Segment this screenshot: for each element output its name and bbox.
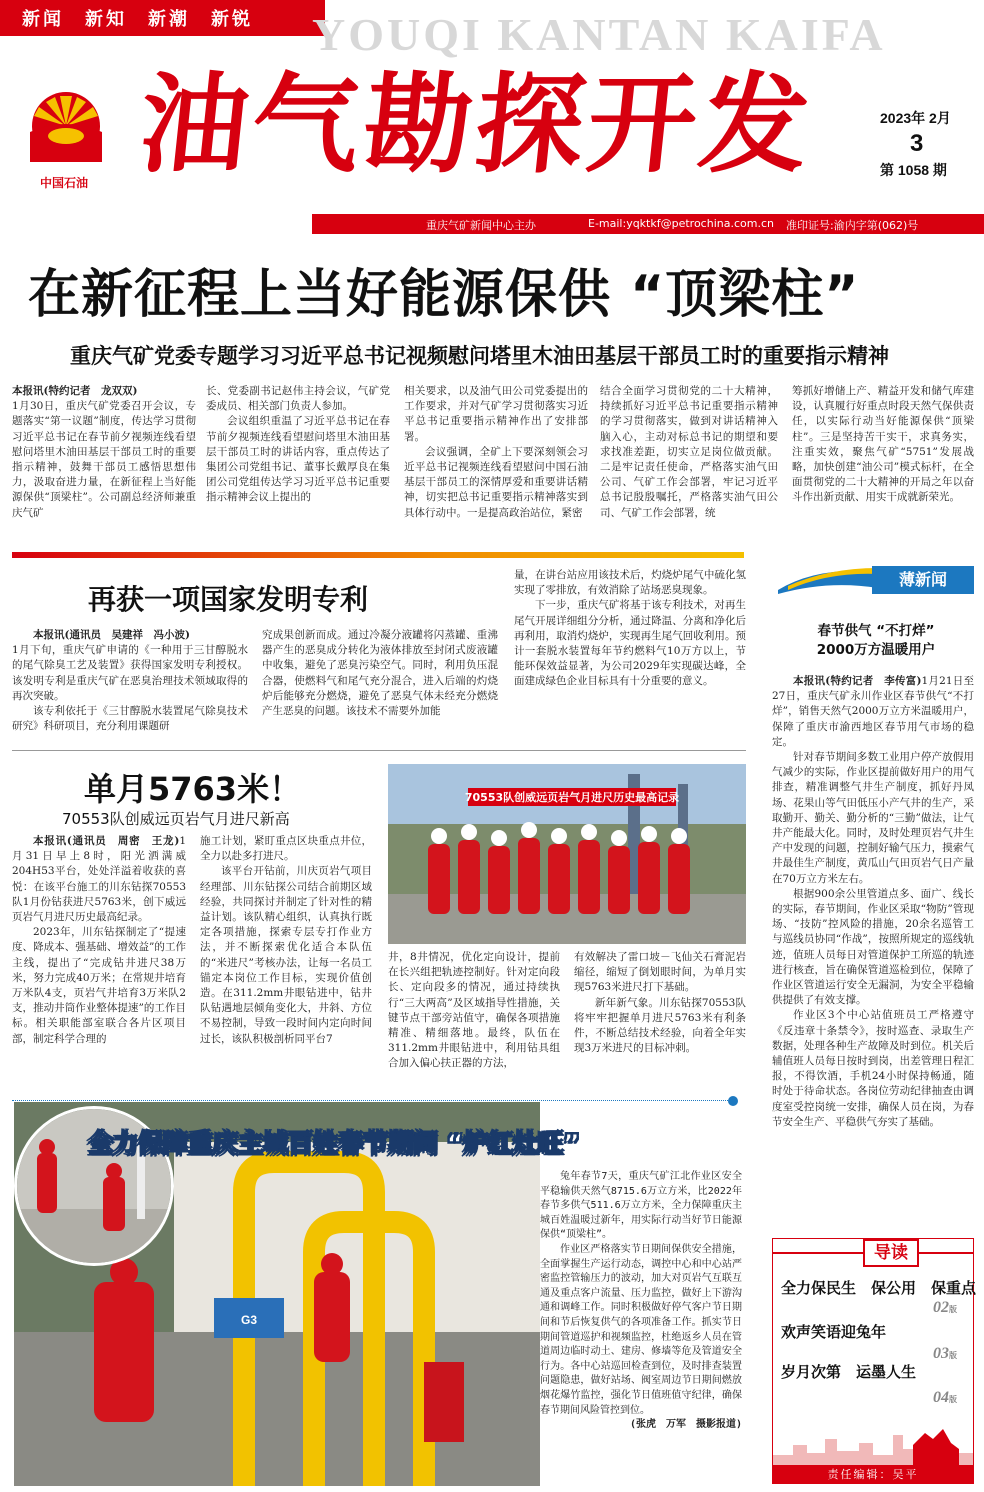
guide-item-3[interactable]: 岁月次第 运墨人生	[781, 1363, 917, 1381]
divider-dot-icon	[728, 1096, 738, 1106]
festival-text-1: 兔年春节7天，重庆气矿江北作业区安全平稳输供天然气8715.6万立方米，比2022年春节多供气511.6万立方米，全力保障重庆主城百姓温暖过新年，用实际行动当好节日能源保供“顶梁柱”。	[540, 1171, 742, 1241]
lead-text-5: 筹抓好增储上产、精益开发和储气库建设，认真履行好重点时段天然气保供责任，以实际行动当好能源保供“顶梁柱”。三是坚持苦干实干，求真务实，注重实效，聚焦气矿“5751”发展战略，加快创建“油公司”模式标杆，在全面贯彻党的二十大精神的开局之年以奋斗作出新贡献、用实干成就新荣光。	[792, 385, 974, 504]
lead-text-3: 相关要求，以及油气田公司党委提出的工作要求，并对气矿学习贯彻落实习近平总书记重要指示精神作出了安排部署。	[404, 385, 588, 443]
issue-info	[880, 108, 951, 180]
brief-text-1: 1月21日至27日，重庆气矿永川作业区春节供气“不打烊”，销售天然气2000万立方米温暖用户，保障了重庆市渝西地区春节用气市场的稳定。	[772, 675, 974, 748]
swoosh-icon	[778, 566, 878, 594]
festival-body	[540, 1170, 742, 1488]
brief-body	[772, 674, 974, 1230]
guide-label: 导读	[863, 1239, 919, 1267]
lead-text-2: 长、党委副书记赵伟主持会议，气矿党委成员、相关部门负责人参加。	[206, 385, 390, 413]
photo-credit: (张虎 万军 摄影报道)	[629, 1419, 742, 1431]
drilling-column-3	[388, 950, 560, 1090]
brief-byline: 本报讯(特约记者 李传富)	[793, 675, 922, 687]
drilling-text-2b: 该平台开钻前，川庆页岩气项目经理部、川东钻探公司结合前期区域经验，共同探讨并制定了针对性的精益计划。该队精心组织，认真执行既定各项措施，探索专层专打作业方法，并不断探索优化适合本队伍的“米进尺”考核办法，让每一名员工锚定本岗位工作目标，实现价值创造。在311.2mm井眼钻进中，钻井队钻遇地层倾角变化大，井斜、方位不易控制，导致一段时间内定向时间过长，该队积极剖析同平台7	[200, 865, 372, 1045]
lead-text-1: 1月30日，重庆气矿党委召开会议，专题落实“第一议题”制度，传达学习贯彻习近平总书记在春节前夕视频连线看望慰问塔里木油田基层干部员工时的重要指示精神，鼓舞干部员工感悟思想伟力，汲取奋进力量，在新征程上当好能源保供“顶梁柱”。公司副总经济师兼重庆气矿	[12, 400, 196, 519]
drilling-text-1b: 2023年，川东钻探制定了“提速度、降成本、强基础、增效益”的工作主线，提出了“完成钻井进尺38万米，努力完成40万米；在常规井培育万米队4支，页岩气井培育3万米队2支，推动井筒作业整体提速”的工作目标。相关职能部室联合各片区项目部，制定科学合理的	[12, 926, 186, 1045]
permit: 准印证号:渝内字第(062)号	[786, 219, 919, 232]
guide-item-2[interactable]: 欢声笑语迎兔年	[781, 1323, 887, 1341]
issue-date: 2023年 2月	[880, 110, 951, 126]
patent-column-2	[262, 628, 498, 740]
lead-column-3	[404, 384, 588, 540]
lead-headline: 在新征程上当好能源保供 “顶梁柱”	[28, 265, 860, 325]
masthead-pinyin: YOUQI KANTAN KAIFA	[312, 9, 886, 60]
brief-text-3: 根据900余公里管道点多、面广、线长的实际，春节期间，作业区采取“物防”管现场、“技防”控风险的措施，20余名巡管工与巡线员协同“作战”，按照所规定的巡线轨迹，值班人员每日对管道保护工所巡的轨迹进行核查，旨在确保管道巡检到位，保障了作业区管道运行安全无漏洞，为安全平稳输供提供了有效支撑。	[772, 887, 974, 1007]
email: E-mail:yqktkf@petrochina.com.cn	[588, 217, 774, 230]
skyline-decoration-icon	[773, 1425, 973, 1465]
section-divider	[12, 552, 744, 558]
brief-text-4: 作业区3个中心站值班员工严格遵守《反违章十条禁令》，按时巡查、录取生产数据，处理各种生产故障及时到位。机关后辅值班人员每日按时到岗，出差管理日程汇报，不得饮酒，手机24小时保持畅通，随时处于待命状态。各岗位劳动纪律抽查由调度室受控岗统一安排，确保人员在岗，为春节安全生产、平稳供气夯实了基础。	[772, 1009, 974, 1128]
drilling-text-4b: 新年新气象。川东钻探70553队将牢牢把握单月进尺5763米有利条件，不断总结技术经验，向着全年实现3万米进尺的目标冲刺。	[574, 996, 746, 1055]
drilling-column-1	[12, 834, 186, 1090]
lead-subheadline: 重庆气矿党委专题学习习近平总书记视频慰问塔里木油田基层干部员工时的重要指示精神	[70, 344, 889, 368]
sponsor: 重庆气矿新闻中心主办	[426, 219, 536, 232]
slogan: 新闻 新知 新潮 新锐	[22, 9, 253, 30]
dotted-divider	[12, 1100, 730, 1101]
brief-headline: 春节供气 “不打烊” 2000万方温暖用户	[816, 623, 936, 658]
slogan-bar	[0, 0, 325, 36]
patent-byline: 本报讯(通讯员 吴建祥 冯小波)	[33, 629, 190, 641]
drilling-byline: 本报讯(通讯员 周密 王龙)	[33, 835, 180, 847]
guide-page-3: 04版	[933, 1389, 957, 1406]
patent-text-3b: 下一步，重庆气矿将基于该专利技术，对再生尾气开展详细组分分析，通过降温、分离和净化后再利用，取消灼烧炉，实现再生尾气回收利用。预计一套脱水装置每年节约燃料气10万方以上，节能环保效益显著，为公司2029年实现碳达峰，全面建成绿色企业目标具有十分重要的意义。	[514, 599, 746, 688]
drilling-column-2	[200, 834, 372, 1090]
drilling-subheadline: 70553队创威远页岩气月进尺新高	[62, 810, 290, 828]
petrochina-logo-icon	[24, 86, 108, 162]
lead-byline: 本报讯(特约记者 龙双双)	[12, 385, 138, 397]
pipe-label: G3	[240, 1313, 258, 1327]
patent-column-3	[514, 568, 746, 740]
photo-banner-text: 70553队创威远页岩气月进尺历史最高记录	[464, 791, 680, 804]
lead-column-5	[792, 384, 974, 540]
info-bar	[312, 214, 984, 234]
drilling-text-4: 有效解决了雷口坡－飞仙关石膏泥岩缩径，缩短了倒划眼时间，为单月实现5763米进尺打下基础。	[574, 951, 746, 994]
lead-text-3b: 会议强调，全矿上下要深刻领会习近平总书记视频连线看望慰问中国石油基层干部员工的深情厚爱和重要讲话精神，切实把总书记重要指示精神落实到具体行动中。一是提高政治站位，紧密	[404, 445, 588, 519]
divider-line	[12, 750, 746, 751]
guide-item-1[interactable]: 全力保民生 保公用 保重点	[781, 1279, 977, 1297]
drilling-text-1: 1月31日早上8时，阳光洒满威204H53平台，处处洋溢着收获的喜悦：在该平台施工的川东钻探70553队1月份钻获进尺5763米，创下威远页岩气月进尺历史最高纪录。	[12, 835, 186, 924]
festival-headline: 全力保障重庆主城百姓春节期间 “炉红灶旺”	[88, 1129, 580, 1158]
guide-box	[772, 1238, 977, 1466]
patent-column-1	[12, 628, 248, 740]
drilling-text-2: 施工计划，紧盯重点区块重点井位，全力以赴多打进尺。	[200, 835, 372, 863]
lead-text-2b: 会议组织重温了习近平总书记在春节前夕视频连线看望慰问塔里木油田基层干部员工时的讲话内容，重点传达了集团公司党组书记、董事长戴厚良在集团公司党组传达学习习近平总书记重要指示精神会议上提出的	[206, 415, 390, 504]
patent-text-1: 1月下旬，重庆气矿申请的《一种用于三甘醇脱水的尾气除臭工艺及装置》获得国家发明专利授权。该发明专利是重庆气矿在恶臭治理技术领域取得的再次突破。	[12, 644, 248, 702]
guide-header	[773, 1239, 973, 1267]
brief-news-tab	[778, 566, 974, 594]
patent-text-2: 究成果创新而成。通过冷凝分液罐将闪蒸罐、重沸器产生的恶臭成分转化为液体排放至封闭式废液罐中收集，避免了恶臭污染空气。同时，利用负压混合器，使燃料气和尾气充分混合，进入后端的灼烧炉后能够充分燃烧，避免了恶臭气体未经充分燃烧产生恶臭的问题。该技术不需要外加能	[262, 629, 498, 718]
lead-column-1	[12, 384, 196, 540]
newspaper-title: 油气勘探开发	[133, 63, 819, 188]
patent-text-1b: 该专利依托于《三甘醇脱水装置尾气除臭技术研究》科研项目，充分利用课题研	[12, 705, 248, 733]
guide-page-2: 03版	[933, 1345, 957, 1362]
issue-day: 3	[910, 130, 924, 157]
editor-credit: 责任编辑：吴平	[772, 1466, 974, 1484]
logo-caption: 中国石油	[40, 176, 89, 190]
issue-number: 第 1058 期	[880, 162, 947, 178]
brief-text-2: 针对春节期间多数工业用户停产放假用气减少的实际，作业区提前做好用户的用气排查，精准调整气井生产制度，抓好丹凤场、花果山等气田低压小产气井的生产，采取勤开、勤关、勤分析的“三勤”做法，让气井产能最大化。同时，及时处理页岩气井生产中发现的问题，控制好输气压力，摸索气井最佳生产制度，黄瓜山气田页岩气日产量在70万立方米左右。	[772, 751, 974, 885]
guide-page-1: 02版	[933, 1299, 957, 1316]
lead-text-4: 结合全面学习贯彻党的二十大精神，持续抓好习近平总书记重要指示精神的学习贯彻落实，做到对讲话精神入脑入心，主动对标总书记的期望和要求找准差距，切实立足岗位做贡献。二是牢记责任使命，严格落实油气田公司、气矿工作会部署，牢记习近平总书记殷殷嘱托，严格落实油气田公司、气矿工作会部署，统	[600, 385, 778, 519]
lead-column-4	[600, 384, 778, 540]
drilling-team-photo	[388, 764, 746, 944]
festival-text-2: 作业区严格落实节日期间保供安全措施，全面掌握生产运行动态，调控中心和中心站严密监控管输压力的波动，加大对页岩气互联互通及重点客户流量、压力监控，做好上下游沟通和调峰工作。同时积极做好停气客户节日期间和节后恢复供气的各项准备工作。抓实节日期间管道巡护和视频监控，杜绝返乡人员在管道周边临时动土、建房、修墙等危及管道安全行为。各中心站巡回检查到位，及时排查装置问题隐患，做好站场、阀室周边节日期间燃放烟花爆竹监控，强化节日值班值守纪律，确保春节期间风险管控到位。	[540, 1243, 742, 1416]
drilling-column-4	[574, 950, 746, 1090]
patent-text-3: 量，在讲台站应用该技术后，灼烧炉尾气中硫化氢实现了零排放，有效消除了站场恶臭现象。	[514, 569, 746, 597]
patent-headline: 再获一项国家发明专利	[88, 583, 369, 616]
drilling-text-3: 井，8井情况，优化定向设计，提前在长兴组把轨迹控制好。针对定向段长、定向段多的情况，通过持续执行“三大两高”及区域指导性措施，关键节点干部旁站值守，确保各项措施精准、精细落地。最终，队伍在311.2mm井眼钻进中，利用钻具组合加入偏心扶正器的方法，	[388, 951, 560, 1070]
drilling-headline: 单月5763米！	[84, 770, 302, 808]
brief-news-label: 薄新闻	[872, 566, 974, 594]
lead-column-2	[206, 384, 390, 540]
